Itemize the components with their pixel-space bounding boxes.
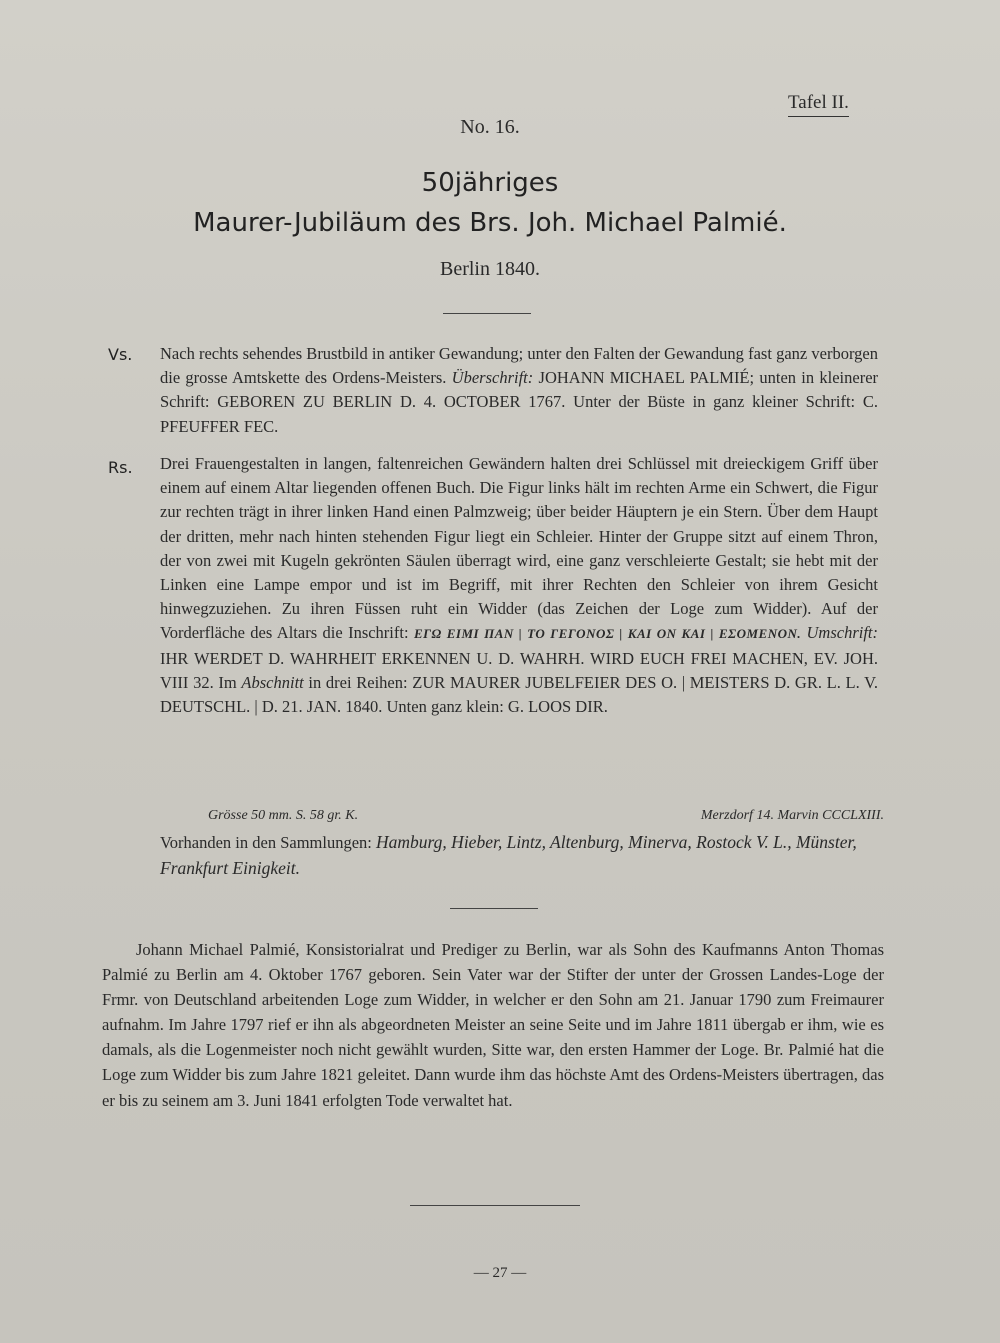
umschrift-text: IHR WERDET D. WAHRHEIT ERKENNEN U. D. WAHRH. WIRD EUCH FREI MACHEN, EV. JOH. VIII 32. Im xyxy=(160,648,878,692)
divider-top xyxy=(443,313,531,314)
abschnitt-text: in drei Reihen: ZUR MAURER JUBELFEIER DES O. | MEISTERS D. GR. L. L. V. DEUTSCHL. | D. 21. JAN. 1840. Unten ganz klein: G. LOOS DIR. xyxy=(160,672,879,717)
biography-paragraph: Johann Michael Palmié, Konsistorialrat und Prediger zu Berlin, war als Sohn des Kaufmanns Anton Thomas Palmié zu Berlin am 4. Oktober 1767 geboren. Sein Vater war der Stifter der unter der Grossen Landes-Loge der Frmr. von Deutschland arbeitenden Loge zum Widder, in welcher er den Sohn am 21. Januar 1790 zum Freimaurer aufnahm. Im Jahre 1797 rief er ihn als abgeordneten Meister an seine Seite und im Jahre 1811 übergab er ihm, wie es damals, als die Logenmeister noch nicht gewählt wurden, Sitte war, den ersten Hammer der Loge. Br. Palmié hat die Loge zum Widder bis zum Jahre 1821 geleitet. Dann wurde ihm das höchste Amt des Ordens-Meisters übertragen, das er bis zu seinem am 3. Juni 1841 erfolgten Tode verwaltet hat. xyxy=(102,940,884,1110)
divider-middle xyxy=(450,908,538,909)
obverse-description xyxy=(160,342,878,439)
plate-label: Tafel II. xyxy=(788,92,849,117)
collections-list: Hamburg, Hieber, Lintz, Altenburg, Minerva, Rostock V. L., Münster, Frankfurt Einigkeit. xyxy=(160,832,857,878)
divider-bottom xyxy=(410,1205,580,1206)
reverse-label: Rs. xyxy=(108,458,133,477)
title-line-1: 50jähriges xyxy=(421,168,559,198)
greek-inscription: ΕΓΩ ΕΙΜΙ ΠΑΝ | ΤΟ ΓΕΓΟΝΟΣ | ΚΑΙ ΟΝ ΚΑΙ | ΕΣΟΜΕΝΟΝ. xyxy=(413,626,802,642)
page-number: — 27 — xyxy=(473,1265,527,1281)
medal-number: No. 16. xyxy=(460,116,520,138)
reverse-description xyxy=(160,452,878,719)
collections-intro: Vorhanden in den Sammlungen: xyxy=(160,833,372,852)
obverse-inscription: JOHANN MICHAEL PALMIÉ; unten in kleinerer Schrift: GEBOREN ZU BERLIN D. 4. OCTOBER 1767. Unter der Büste in ganz kleiner Schrift: C. PFEUFFER FEC. xyxy=(160,368,879,436)
obverse-text: Nach rechts sehendes Brustbild in antiker Gewandung; unter den Falten der Gewandung fast ganz verborgen die grosse Amtskette des Ordens-Meisters. xyxy=(160,344,878,388)
collections xyxy=(160,830,882,881)
obverse-inscription-label: Überschrift: xyxy=(451,368,534,388)
umschrift-label: Umschrift: xyxy=(806,623,879,643)
medal-size: Grösse 50 mm. S. 58 gr. K. xyxy=(208,808,359,823)
title-line-2: Maurer-Jubiläum des Brs. Joh. Michael Palmié. xyxy=(193,208,787,238)
abschnitt-label: Abschnitt xyxy=(241,672,304,692)
medal-metadata xyxy=(208,808,884,824)
medal-references: Merzdorf 14. Marvin CCCLXIII. xyxy=(700,808,884,823)
reverse-text: Drei Frauengestalten in langen, faltenreichen Gewändern halten drei Schlüssel mit dreieckigem Griff über einem auf einem Altar liegenden offenen Buch. Die Figur links hält im rechten Arme ein Schwert, die Figur zur rechten trägt in ihrer linken Hand einen Palmzweig; über beider Häuptern je ein Stern. Über dem Haupt der dritten, mehr nach hinten stehenden Figur liegt ein Schleier. Hinter der Gruppe sitzt auf einem Thron, der von zwei mit Kugeln gekrönten Säulen überragt wird, eine ganz verschleierte Gestalt; sie hebt mit der Linken eine Lampe empor und ist im Begriff, mit ihrer Rechten den Schleier von ihrem Gesicht hinwegzuziehen. Zu ihren Füssen ruht ein Widder (das Zeichen der Loge zum Widder). Auf der Vorderfläche des Altars die Inschrift: xyxy=(160,454,878,643)
obverse-label: Vs. xyxy=(108,345,133,364)
place-year: Berlin 1840. xyxy=(440,258,540,280)
